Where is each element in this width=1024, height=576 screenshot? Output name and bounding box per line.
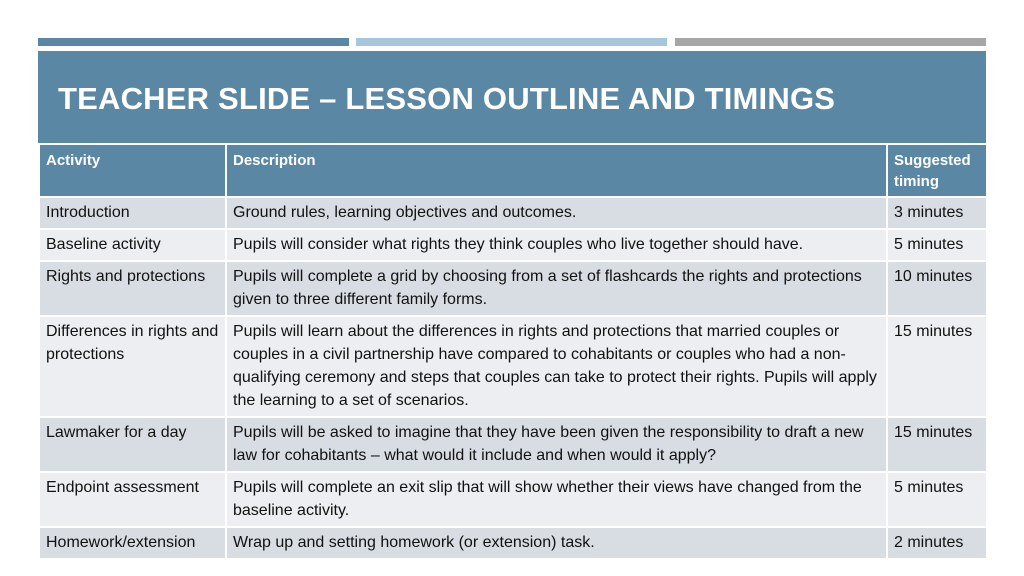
table-row <box>39 197 987 229</box>
timing-cell: 3 minutes <box>887 197 987 229</box>
timing-cell: 15 minutes <box>887 417 987 472</box>
table-header-row <box>39 144 987 197</box>
top-accent-bar-dark <box>38 38 349 46</box>
activity-cell: Introduction <box>39 197 226 229</box>
timing-cell: 15 minutes <box>887 316 987 417</box>
description-cell: Pupils will consider what rights they think couples who live together should have. <box>226 229 887 261</box>
top-accent-bar-gray <box>675 38 986 46</box>
activity-cell: Baseline activity <box>39 229 226 261</box>
table-row <box>39 417 987 472</box>
activity-cell: Rights and protections <box>39 261 226 316</box>
description-cell: Pupils will complete a grid by choosing from a set of flashcards the rights and protections given to three different family forms. <box>226 261 887 316</box>
lesson-outline-table <box>38 143 988 560</box>
header-activity: Activity <box>39 144 226 197</box>
slide-header <box>38 51 986 143</box>
table-row <box>39 472 987 527</box>
activity-cell: Homework/extension <box>39 527 226 559</box>
description-cell: Wrap up and setting homework (or extension) task. <box>226 527 887 559</box>
activity-cell: Differences in rights and protections <box>39 316 226 417</box>
header-description: Description <box>226 144 887 197</box>
timing-cell: 10 minutes <box>887 261 987 316</box>
slide-title: TEACHER SLIDE – LESSON OUTLINE AND TIMINGS <box>58 81 836 116</box>
timing-cell: 2 minutes <box>887 527 987 559</box>
activity-cell: Endpoint assessment <box>39 472 226 527</box>
table-row <box>39 229 987 261</box>
description-cell: Pupils will be asked to imagine that they have been given the responsibility to draft a new law for cohabitants – what would it include and when would it apply? <box>226 417 887 472</box>
table-row <box>39 261 987 316</box>
timing-cell: 5 minutes <box>887 472 987 527</box>
table-row <box>39 316 987 417</box>
description-cell: Pupils will learn about the differences in rights and protections that married couples or couples in a civil partnership have compared to cohabitants or couples who had a non-qualifying ceremony and steps that couples can take to protect their rights. Pupils will apply the learning to a set of scenarios. <box>226 316 887 417</box>
top-accent-bar-light <box>356 38 667 46</box>
description-cell: Ground rules, learning objectives and outcomes. <box>226 197 887 229</box>
table-row <box>39 527 987 559</box>
description-cell: Pupils will complete an exit slip that will show whether their views have changed from the baseline activity. <box>226 472 887 527</box>
activity-cell: Lawmaker for a day <box>39 417 226 472</box>
header-timing: Suggested timing <box>887 144 987 197</box>
timing-cell: 5 minutes <box>887 229 987 261</box>
